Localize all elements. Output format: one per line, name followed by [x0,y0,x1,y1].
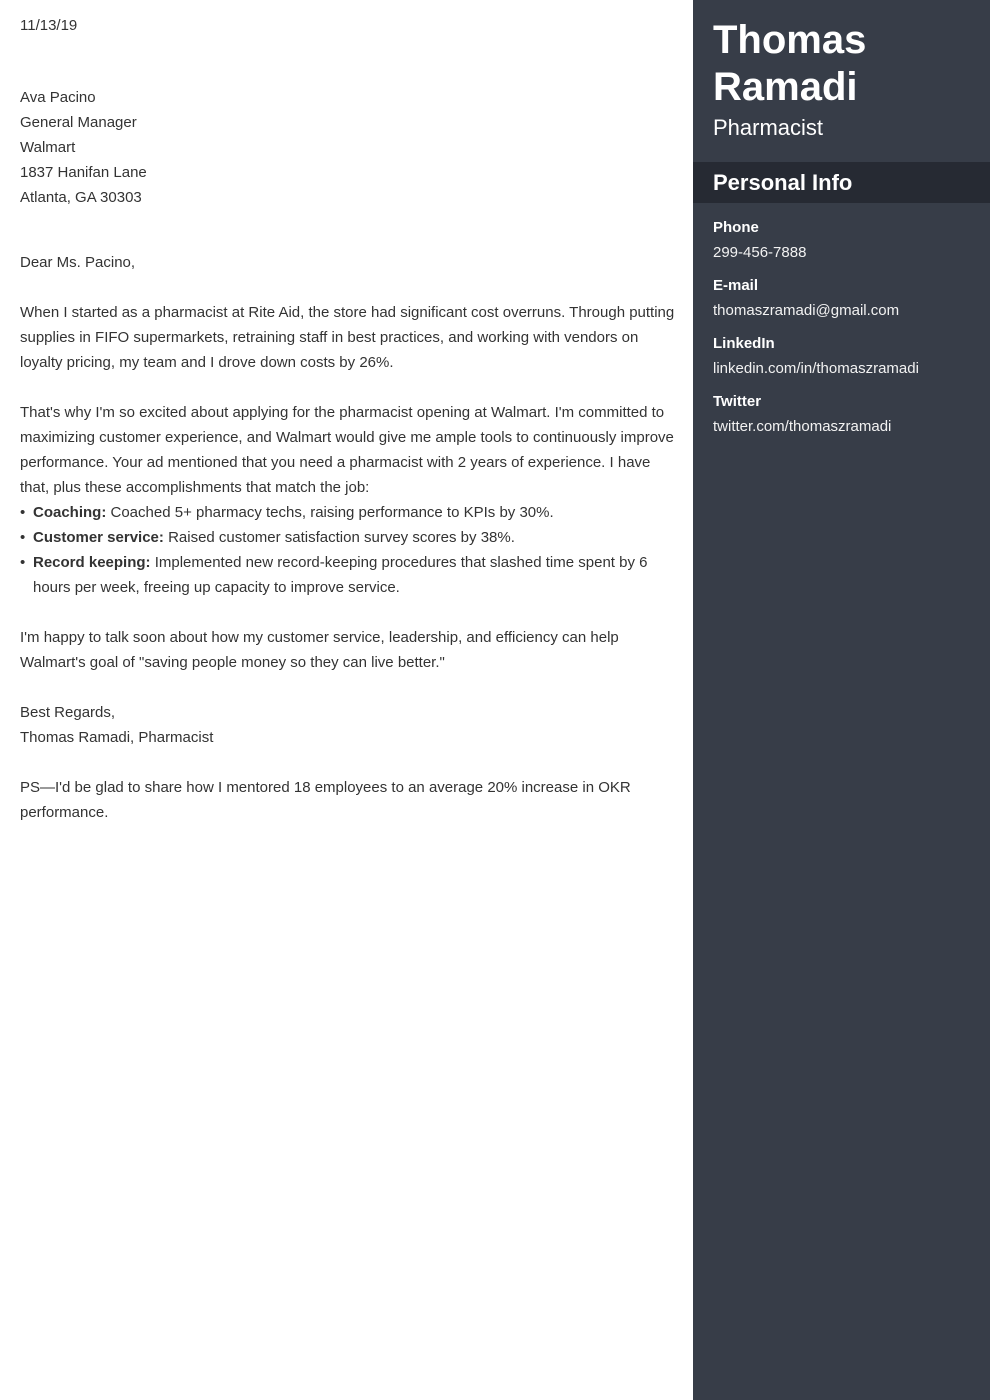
info-linkedin [713,331,970,381]
info-email [713,273,970,323]
bullet-icon: • [20,554,26,571]
info-label: Phone [713,219,759,236]
list-item [20,525,677,550]
email-link[interactable]: thomaszramadi@gmail.com [713,302,900,319]
recipient-name: Ava Pacino [20,89,96,106]
linkedin-link[interactable]: linkedin.com/in/thomaszramadi [713,360,919,377]
bullet-text: Implemented new record-keeping procedures that slashed time spent by 6 hours per week, freeing up capacity to improve service. [33,554,648,596]
first-name: Thomas [713,18,867,62]
paragraph-closing [20,625,677,675]
applicant-name [693,0,990,111]
personal-info-list [693,203,990,439]
signature: Thomas Ramadi, Pharmacist [20,729,214,746]
paragraph-text: When I started as a pharmacist at Rite Aid, the store had significant cost overruns. Through putting supplies in FIFO supermarkets, retraining staff in best practices, and working with vendors on loyalty pricing, my team and I drove down costs by 26%. [20,304,675,371]
paragraph-text: That's why I'm so excited about applying for the pharmacist opening at Walmart. I'm committed to maximizing customer experience, and Walmart would give me ample tools to continuously improve performance. Your ad mentioned that you need a pharmacist with 2 years of experience. I have that, plus these accomplishments that match the job: [20,404,674,496]
salutation: Dear Ms. Pacino, [20,254,136,271]
recipient-title: General Manager [20,114,137,131]
bullet-label: Record keeping: [33,554,151,571]
recipient-city: Atlanta, GA 30303 [20,189,142,206]
postscript-text: PS—I'd be glad to share how I mentored 18 employees to an average 20% increase in OKR performance. [20,779,631,821]
recipient-company: Walmart [20,139,76,156]
closing-block [20,700,677,750]
recipient-street: 1837 Hanifan Lane [20,164,147,181]
paragraph-text: I'm happy to talk soon about how my customer service, leadership, and efficiency can help Walmart's goal of "saving people money so they can live better." [20,629,619,671]
bullet-icon: • [20,504,26,521]
bullet-text: Coached 5+ pharmacy techs, raising performance to KPIs by 30%. [106,504,554,521]
info-label: E-mail [713,277,759,294]
info-phone [713,215,970,265]
info-twitter [713,389,970,439]
list-item [20,500,677,525]
paragraph-intro [20,300,677,375]
bullet-icon: • [20,529,26,546]
paragraph-body [20,400,677,600]
section-header-personal-info: Personal Info [693,162,990,203]
job-title: Pharmacist [713,115,824,140]
accomplishments-list [20,500,677,600]
phone-value[interactable]: 299-456-7888 [713,244,807,261]
letter-date: 11/13/19 [20,17,78,34]
sidebar [693,0,990,1400]
recipient-block [20,85,677,210]
twitter-link[interactable]: twitter.com/thomaszramadi [713,418,892,435]
bullet-label: Customer service: [33,529,164,546]
list-item [20,550,677,600]
postscript [20,775,677,825]
closing-phrase: Best Regards, [20,704,116,721]
bullet-text: Raised customer satisfaction survey scores by 38%. [163,529,515,546]
info-label: Twitter [713,393,762,410]
bullet-label: Coaching: [33,504,107,521]
info-label: LinkedIn [713,335,775,352]
last-name: Ramadi [713,65,858,109]
